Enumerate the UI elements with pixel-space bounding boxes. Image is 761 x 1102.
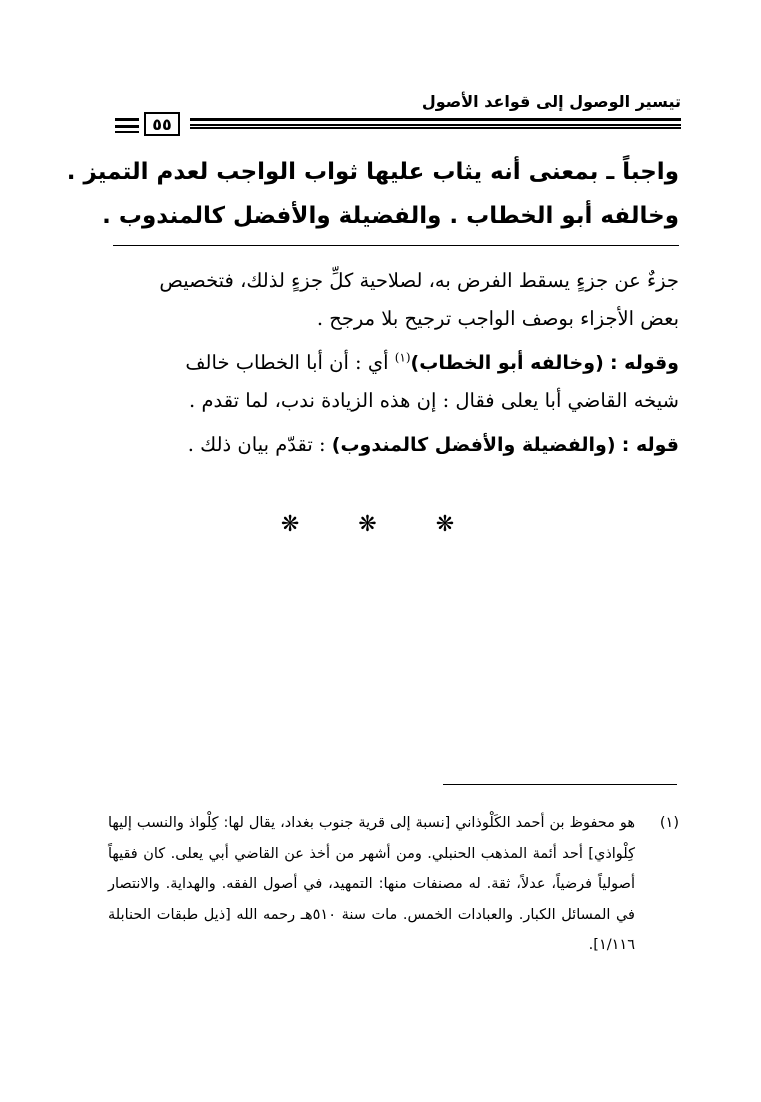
main-text <box>66 150 679 238</box>
header-rule-lower <box>190 127 681 129</box>
commentary-text: : تقدّم بيان ذلك . <box>187 433 332 456</box>
commentary-line: شيخه القاضي أبا يعلى فقال : إن هذه الزيادة ندب، لما تقدم . <box>189 389 679 412</box>
header-ornament-line <box>115 118 139 121</box>
header-ornament-line <box>115 131 139 133</box>
footnote-marker: (١) <box>659 815 679 831</box>
footnote-text: هو محفوظ بن أحمد الكَلْوذاني [نسبة إلى قرية جنوب بغداد، يقال لها: كِلْواذ والنسب إليها كِلْواذي] أحد أئمة المذهب الحنبلي. ومن أشهر من أخذ عن القاضي أبي يعلى. كان فقيهاً أصولياً فرضياً، عدلاً، ثقة. له مصنفات منها: التمهيد، في أصول الفقه. والهداية. والانتصار في المسائل الكبار. والعبادات الخمس. مات سنة ٥١٠هـ رحمه الله [ذيل طبقات الحنابلة ١/١١٦]. <box>108 815 635 953</box>
running-title: تيسير الوصول إلى قواعد الأصول <box>421 92 681 111</box>
page-number: ٥٥ <box>144 112 180 136</box>
main-text-line: وخالفه أبو الخطاب . والفضيلة والأفضل كالمندوب . <box>102 203 679 229</box>
section-separator: ❋ ❋ ❋ <box>280 512 481 537</box>
main-text-divider <box>113 245 679 246</box>
commentary-quote: (والفضيلة والأفضل كالمندوب) <box>331 434 616 456</box>
header-ornament-line <box>115 125 139 128</box>
footnote <box>108 808 679 961</box>
commentary-line: بعض الأجزاء بوصف الواجب ترجيح بلا مرجح . <box>316 307 679 330</box>
commentary-text: أي : أن أبا الخطاب خالف <box>185 351 395 374</box>
header-rule <box>190 118 681 126</box>
footnote-reference[interactable]: (١) <box>394 350 411 365</box>
footnote-divider <box>443 784 677 785</box>
commentary-quote: (وخالفه أبو الخطاب) <box>410 352 604 374</box>
commentary-paragraph <box>113 426 679 464</box>
commentary-paragraph <box>113 344 679 382</box>
commentary-lead: قوله : <box>621 434 679 456</box>
commentary <box>113 262 679 464</box>
commentary-lead: وقوله : <box>609 352 679 374</box>
commentary-line: جزءٌ عن جزءٍ يسقط الفرض به، لصلاحية كلِّ جزءٍ لذلك، فتخصيص <box>159 269 679 292</box>
main-text-line: واجباً ـ بمعنى أنه يثاب عليها ثواب الواجب لعدم التميز . <box>66 159 679 185</box>
